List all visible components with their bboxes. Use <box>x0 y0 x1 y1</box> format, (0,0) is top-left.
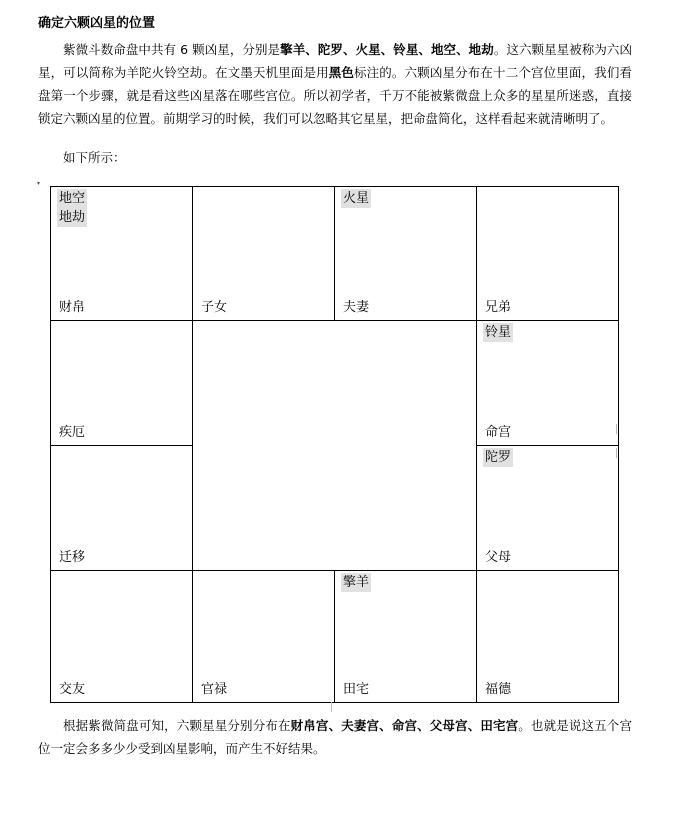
palace-cell-ming <box>477 321 619 446</box>
palace-name: 疾厄 <box>59 425 86 440</box>
star-label: 陀罗 <box>485 450 512 465</box>
palace-cell-jiaoyou <box>51 571 193 703</box>
palace-name: 田宅 <box>343 682 370 697</box>
palace-name: 子女 <box>201 300 228 315</box>
palace-name: 交友 <box>59 682 86 697</box>
palace-cell-qianyi <box>51 446 193 571</box>
palace-cell-fumu <box>477 446 619 571</box>
star-label: 火星 <box>343 191 370 206</box>
star-label: 铃星 <box>485 325 512 340</box>
conclusion-paragraph: 根据紫微简盘可知，六颗星星分别分布在财帛宫、夫妻宫、命宫、父母宫、田宅宫。也就是说这五个宫位一定会多多少少受到凶星影响，而产生不好结果。 <box>38 718 632 756</box>
ziwei-chart-board <box>50 186 619 703</box>
document-title: 确定六颗凶星的位置 <box>38 16 156 31</box>
palace-name: 福德 <box>485 682 512 697</box>
table-resize-tick <box>616 424 617 434</box>
star-label: 地空 <box>59 191 86 206</box>
table-resize-tick <box>331 702 332 712</box>
palace-cell-guanlu <box>193 571 335 703</box>
palace-name: 夫妻 <box>343 300 370 315</box>
palace-cell-tianzhai <box>335 571 477 703</box>
chart-center <box>193 321 477 571</box>
anchor-marker: ▾ <box>37 180 41 187</box>
star-label: 擎羊 <box>343 575 370 590</box>
palace-name: 父母 <box>485 550 512 565</box>
palace-name: 财帛 <box>59 300 86 315</box>
palace-cell-caibo <box>51 187 193 321</box>
palace-cell-fude <box>477 571 619 703</box>
as-below-line: 如下所示： <box>63 150 126 165</box>
star-label: 地劫 <box>59 210 86 225</box>
intro-paragraph: 紫微斗数命盘中共有 6 颗凶星，分别是擎羊、陀罗、火星、铃星、地空、地劫。这六颗星星被称为六凶星，可以简称为羊陀火铃空劫。在文墨天机里面是用黑色标注的。六颗凶星分布在十二个宫位里面，我们看盘第一个步骤，就是看这些凶星落在哪些宫位。所以初学者，千万不能被紫微盘上众多的星星所迷惑，直接锁定六颗凶星的位置。前期学习的时候，我们可以忽略其它星星，把命盘简化，这样看起来就清晰明了。 <box>38 42 632 126</box>
palace-cell-jie <box>51 321 193 446</box>
palace-name: 官禄 <box>201 682 228 697</box>
palace-name: 迁移 <box>59 550 86 565</box>
palace-cell-zinv <box>193 187 335 321</box>
palace-name: 命宫 <box>485 425 512 440</box>
palace-cell-fuqi <box>335 187 477 321</box>
palace-name: 兄弟 <box>485 300 512 315</box>
palace-cell-xiongdi <box>477 187 619 321</box>
table-resize-tick <box>616 448 617 458</box>
